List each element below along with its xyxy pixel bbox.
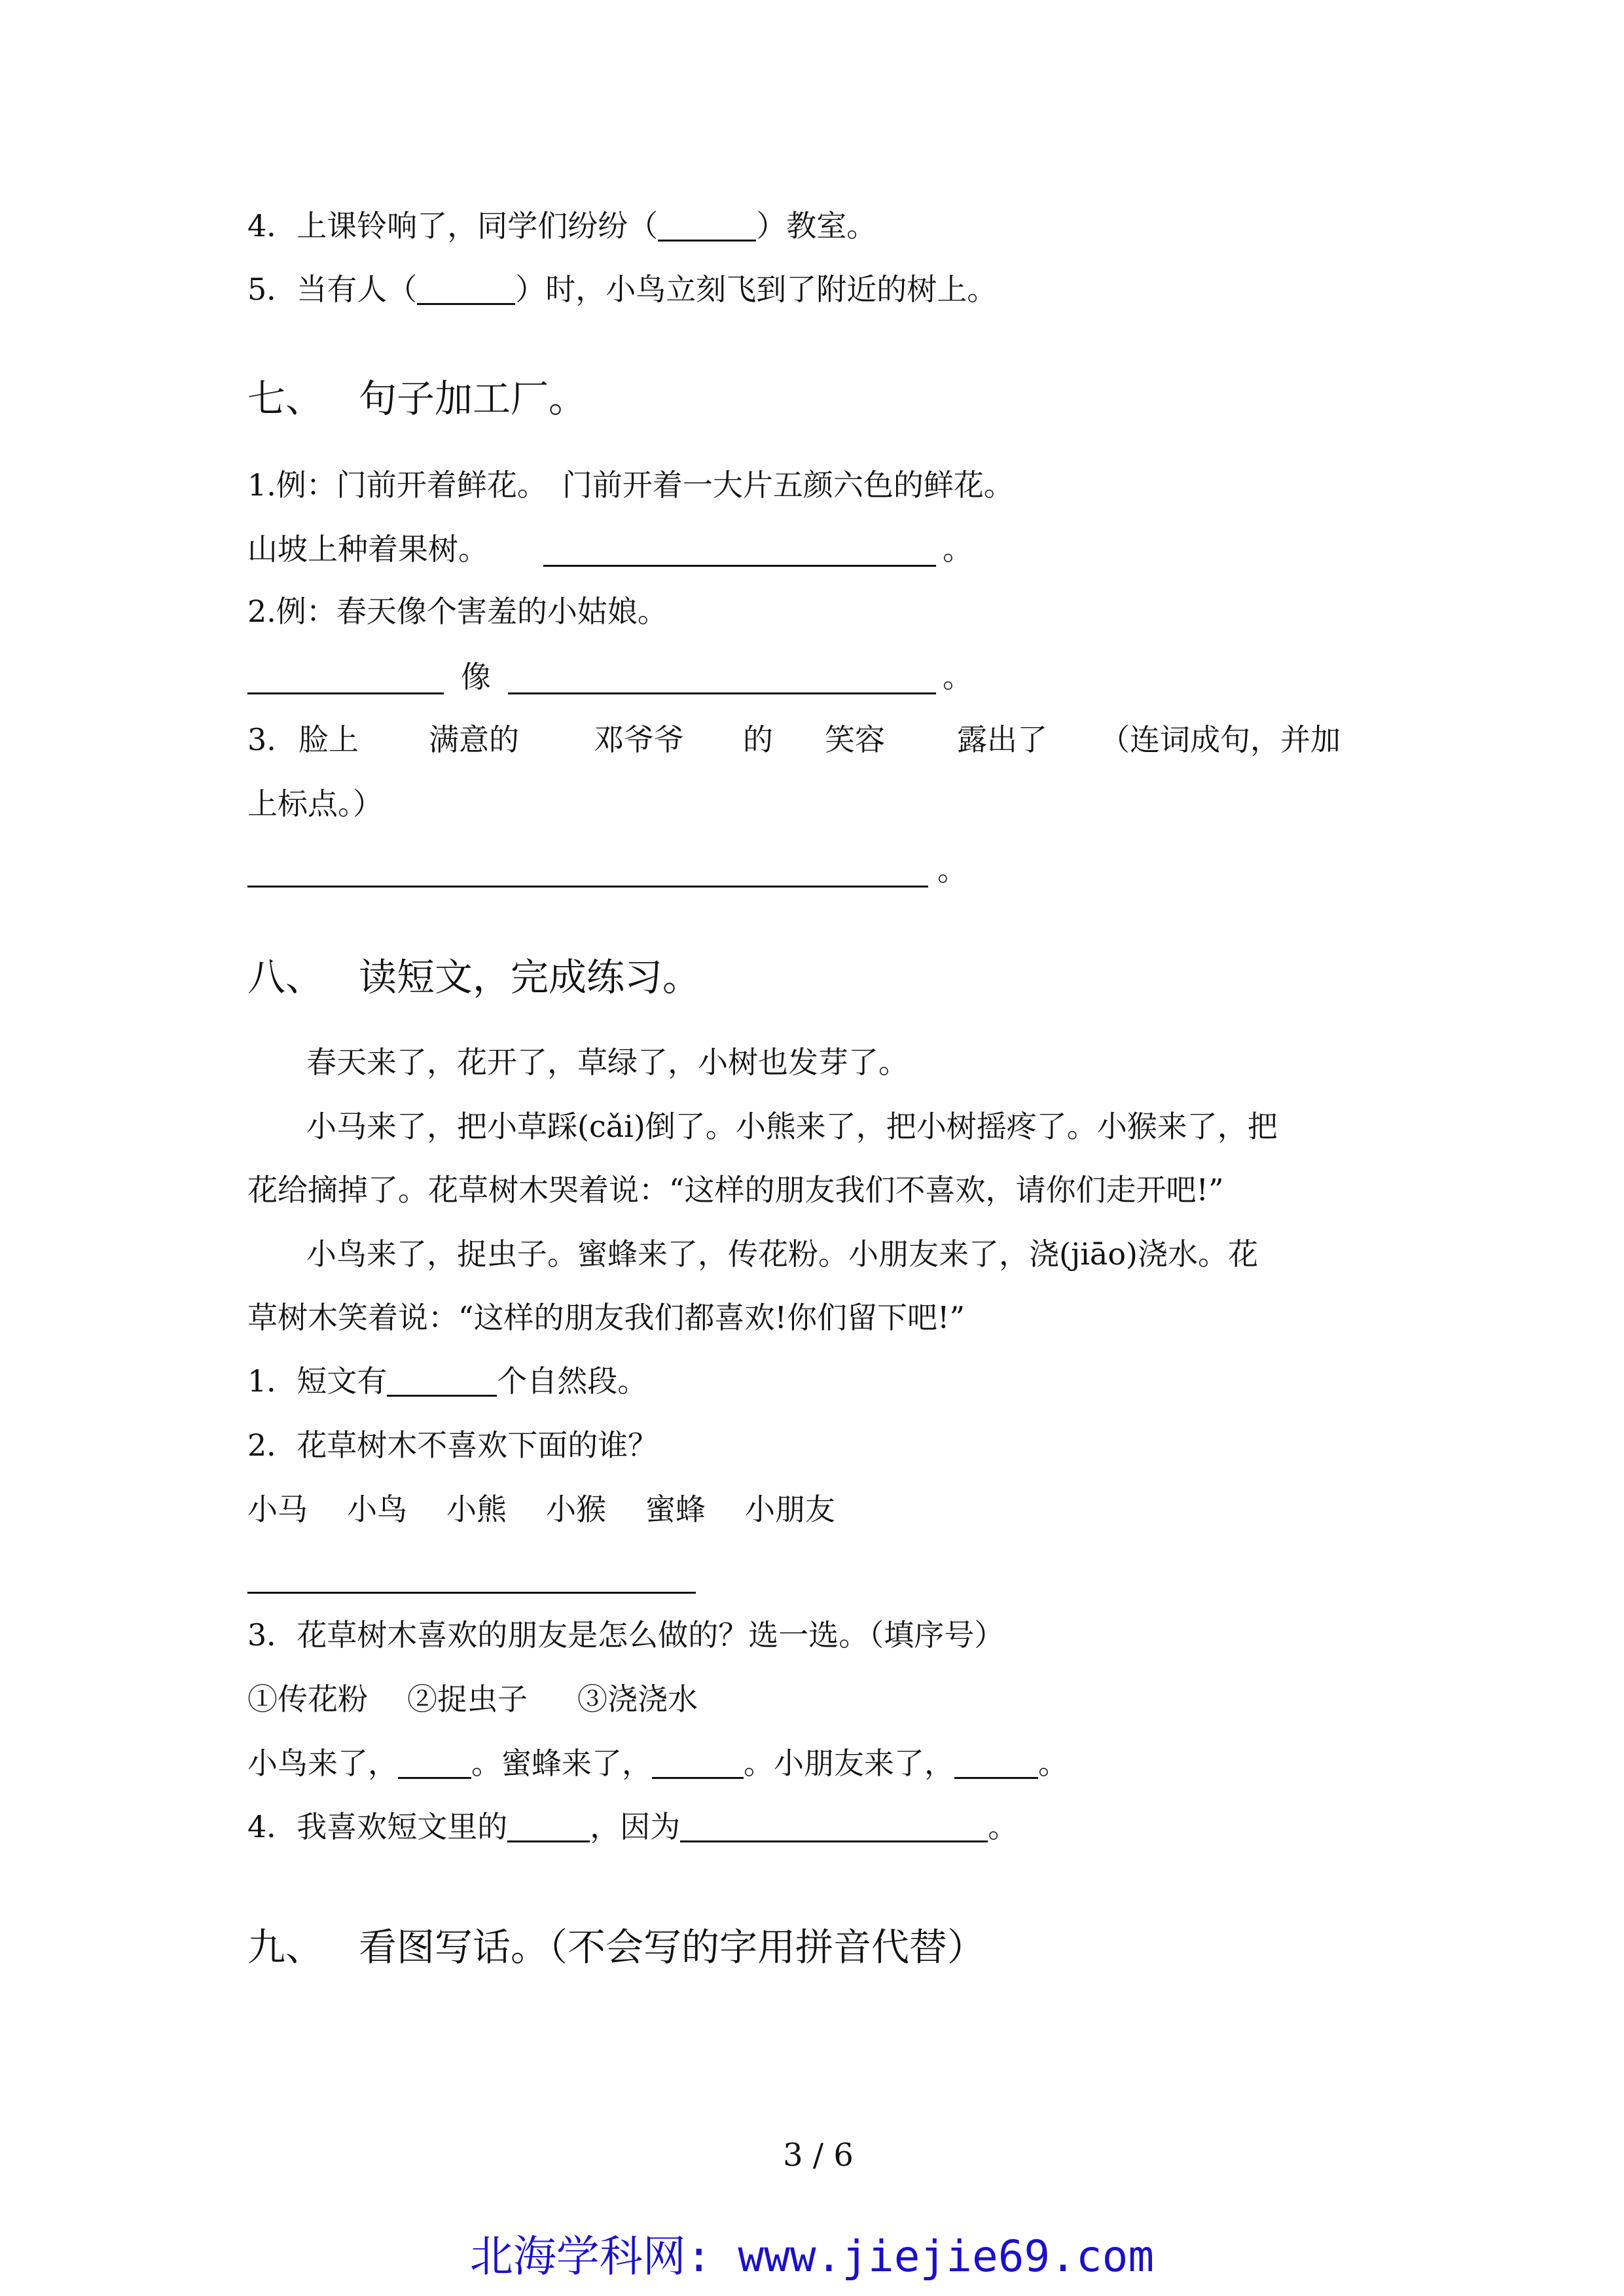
answer-blank[interactable] <box>417 273 515 305</box>
answer-blank[interactable] <box>398 1747 471 1779</box>
answer-blank[interactable] <box>680 1810 988 1842</box>
reading-question-3-answers: 小鸟来了， 。蜜蜂来了， 。小朋友来了， 。 <box>247 1746 1068 1781</box>
passage-paragraph: 小鸟来了，捉虫子。蜜蜂来了，传花粉。小朋友来了，浇(jiāo)浇水。花 <box>306 1236 1258 1272</box>
answer-line[interactable] <box>247 692 444 694</box>
word-tile: 满意的 <box>429 722 519 757</box>
choice-item: ③浇浇水 <box>577 1681 698 1717</box>
passage-line: 草树木笑着说：“这样的朋友我们都喜欢!你们留下吧!” <box>247 1300 965 1335</box>
footer-watermark[interactable]: 北海学科网: www.jiejie69.com <box>469 2231 1155 2282</box>
option-word: 小猴 <box>546 1492 606 1527</box>
answer-blank[interactable] <box>387 1365 497 1397</box>
option-word: 小熊 <box>446 1492 507 1527</box>
page-number: 3 / 6 <box>783 2137 854 2174</box>
section-7-example-1: 1.例：门前开着鲜花。 门前开着一大片五颜六色的鲜花。 <box>247 467 1014 503</box>
reading-question-3: 3．花草树木喜欢的朋友是怎么做的？选一选。（填序号） <box>247 1617 1005 1653</box>
word-tile: 脸上 <box>298 722 359 757</box>
word-tile: 的 <box>743 722 773 757</box>
reading-question-1: 1．短文有 个自然段。 <box>247 1363 648 1399</box>
section-9-heading: 九、 看图写话。（不会写的字用拼音代替） <box>247 1925 986 1969</box>
section-7-example-2: 2.例：春天像个害羞的小姑娘。 <box>247 594 668 629</box>
answer-blank[interactable] <box>658 209 756 242</box>
answer-line[interactable] <box>508 692 936 694</box>
passage-paragraph: 小马来了，把小草踩(cǎi)倒了。小熊来了，把小树摇疼了。小猴来了，把 <box>306 1109 1278 1144</box>
section-7-heading: 七、 句子加工厂。 <box>247 376 587 421</box>
answer-blank[interactable] <box>507 1810 590 1842</box>
answer-line[interactable] <box>247 886 928 888</box>
choice-item: ②捉虫子 <box>407 1681 528 1717</box>
word-tile: 笑容 <box>825 722 885 757</box>
answer-blank[interactable] <box>954 1747 1038 1779</box>
section-8-heading: 八、 读短文，完成练习。 <box>247 955 701 999</box>
word-tile: 露出了 <box>957 722 1047 757</box>
option-word: 蜜蜂 <box>645 1492 706 1527</box>
passage-paragraph: 春天来了，花开了，草绿了，小树也发芽了。 <box>306 1045 909 1080</box>
option-word: 小马 <box>247 1492 308 1527</box>
passage-line: 花给摘掉了。花草树木哭着说：“这样的朋友我们不喜欢，请你们走开吧!” <box>247 1172 1224 1208</box>
answer-blank[interactable] <box>652 1747 744 1779</box>
reading-question-2: 2．花草树木不喜欢下面的谁？ <box>247 1427 659 1463</box>
section-7-exercise-1-prompt: 山坡上种着果树。 <box>247 531 488 567</box>
reading-question-4: 4．我喜欢短文里的 ，因为 。 <box>247 1809 1019 1844</box>
answer-line[interactable] <box>247 1592 696 1594</box>
fill-in-question-4: 4．上课铃响了，同学们纷纷（ ）教室。 <box>247 208 877 243</box>
option-word: 小朋友 <box>745 1492 835 1527</box>
connector-word: 像 <box>461 659 491 694</box>
option-word: 小鸟 <box>347 1492 407 1527</box>
word-tile: 邓爷爷 <box>594 722 684 757</box>
answer-line[interactable] <box>543 565 936 567</box>
choice-item: ①传花粉 <box>247 1681 368 1717</box>
fill-in-question-5: 5．当有人（ ）时，小鸟立刻飞到了附近的树上。 <box>247 272 998 307</box>
